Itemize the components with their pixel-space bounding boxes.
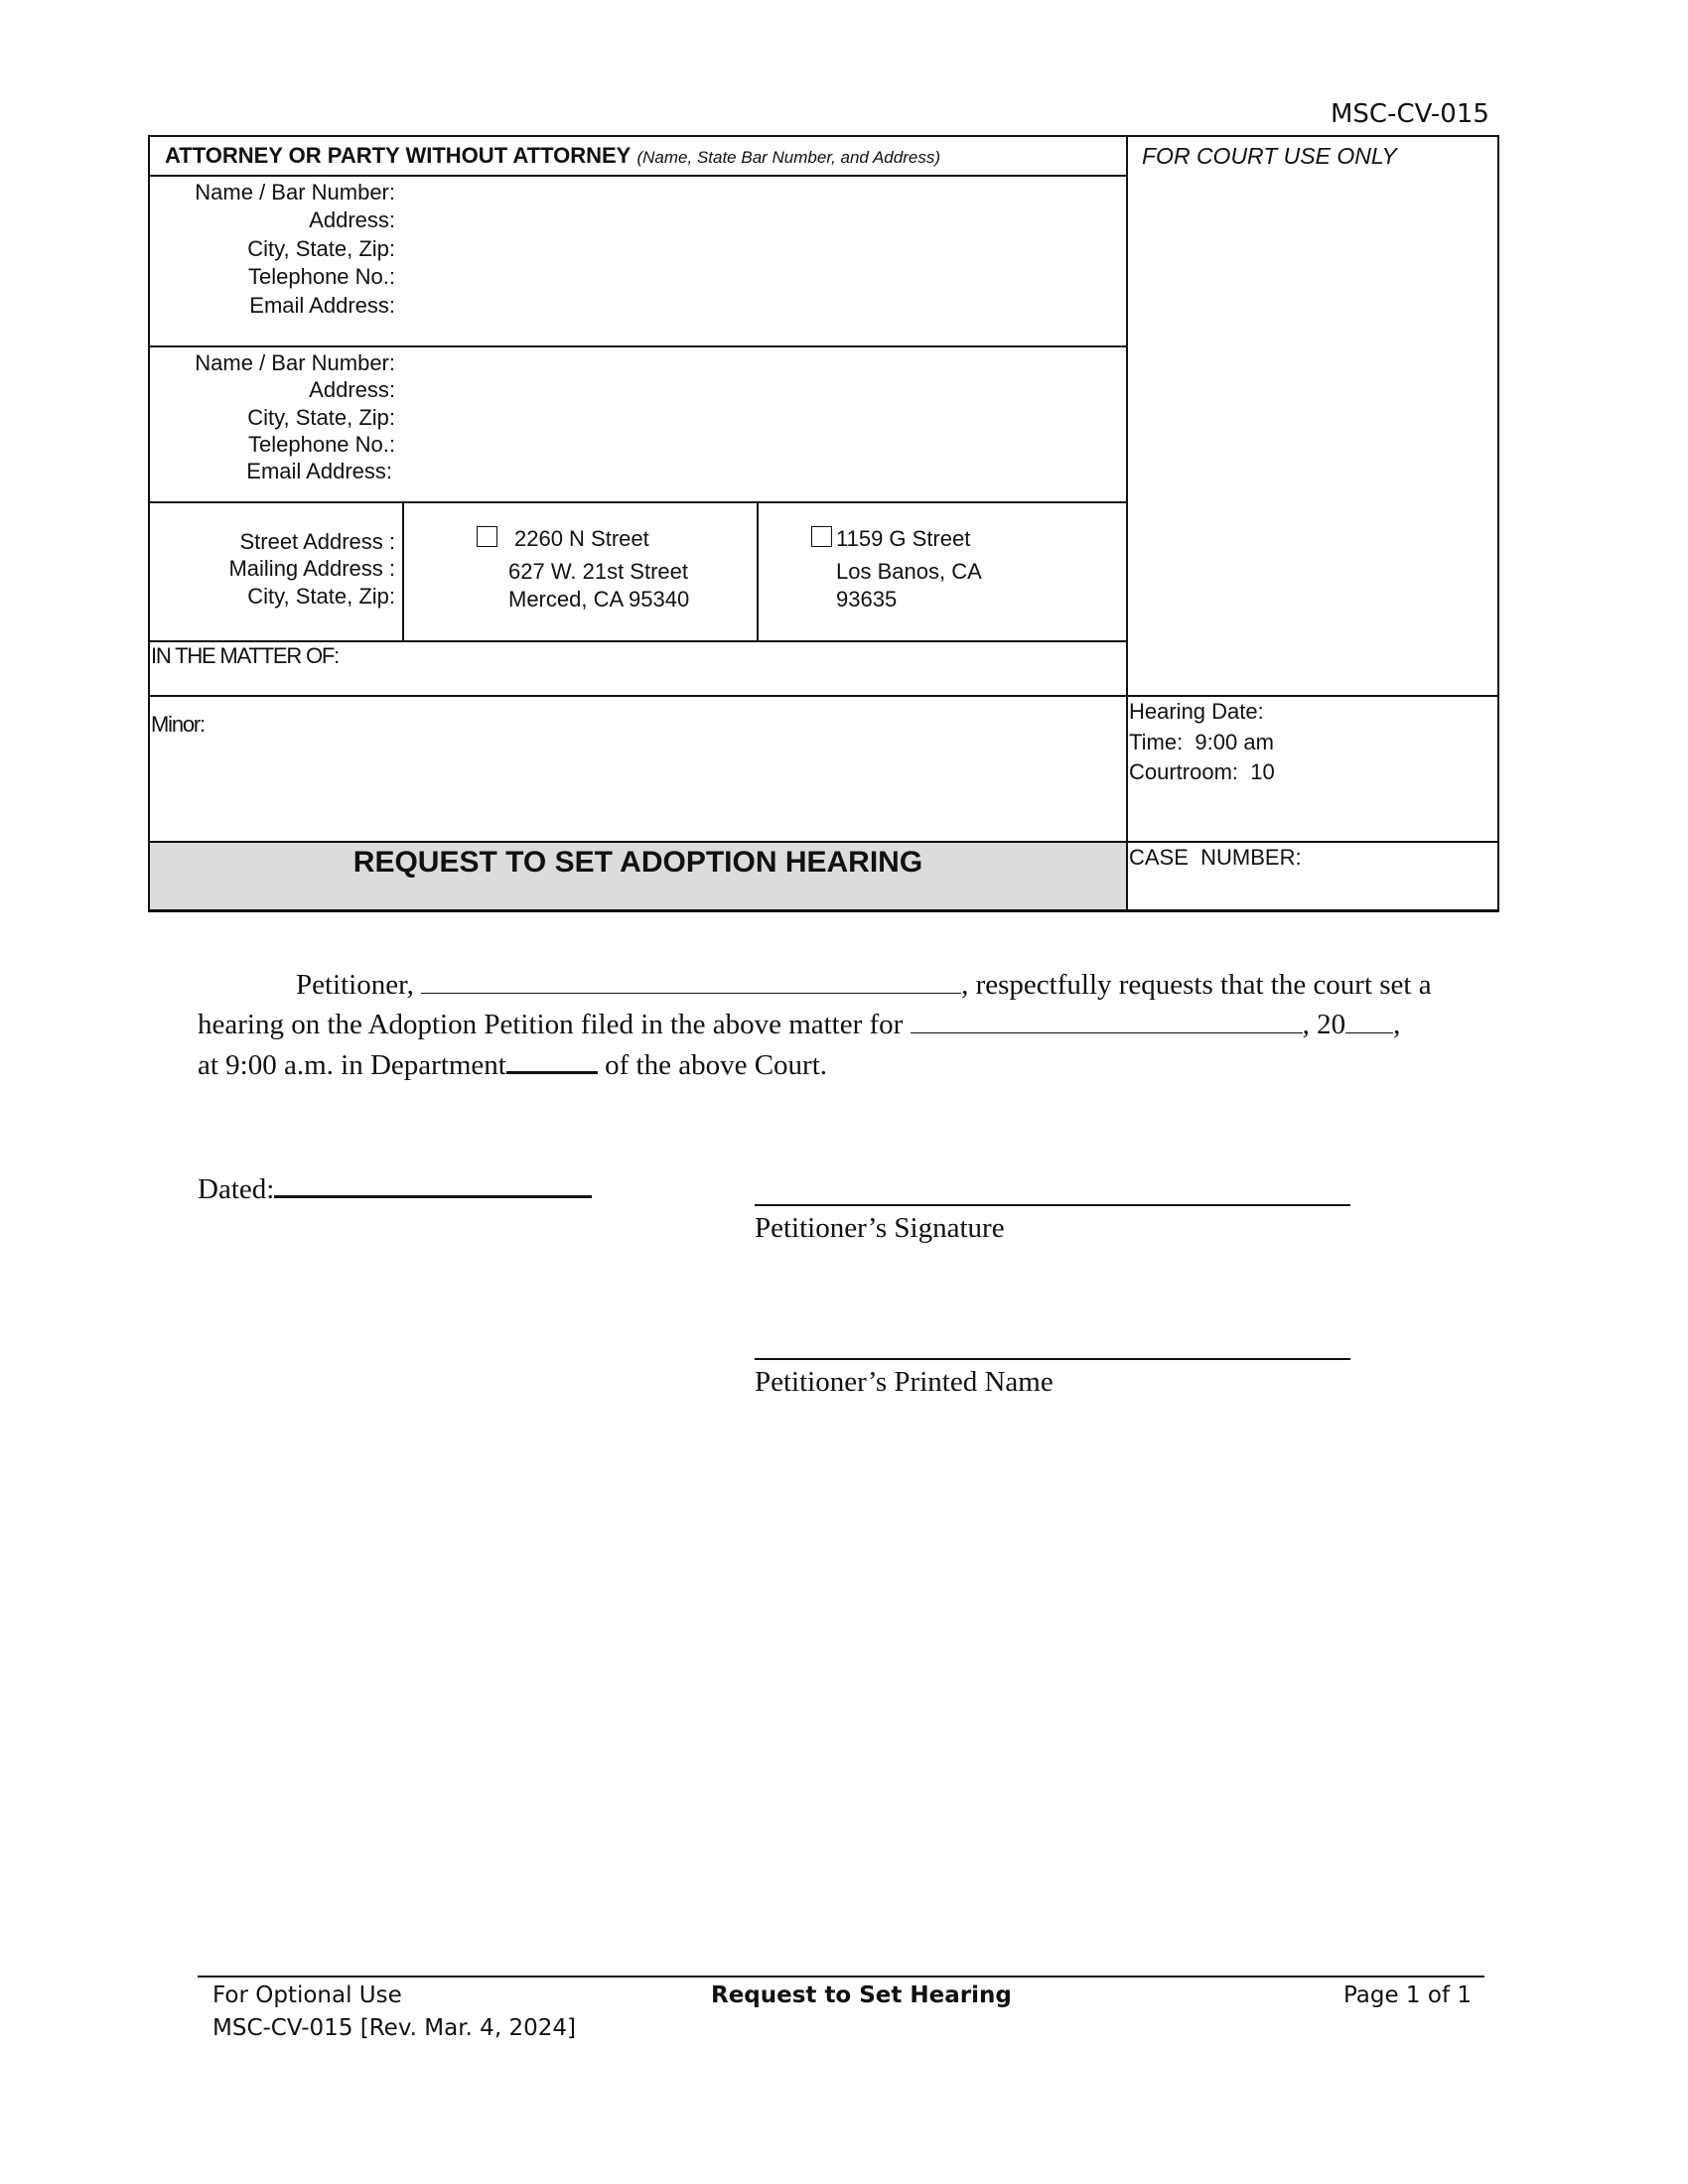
city-state-zip-label: City, State, Zip: — [247, 236, 395, 261]
petitioner-name-blank[interactable] — [421, 969, 961, 994]
request-line-1 — [296, 968, 1432, 1002]
attorney-header — [165, 142, 940, 172]
printed-name-line[interactable] — [755, 1358, 1350, 1360]
department-blank[interactable] — [506, 1047, 598, 1074]
signature-label: Petitioner’s Signature — [755, 1212, 1005, 1244]
address-label: Address: — [309, 207, 395, 232]
case-number-field[interactable] — [1129, 843, 1496, 908]
dated-row — [198, 1171, 592, 1206]
court-use-label: FOR COURT USE ONLY — [1142, 143, 1397, 169]
matter-field[interactable] — [150, 642, 1126, 694]
form-title: REQUEST TO SET ADOPTION HEARING — [352, 846, 923, 879]
attorney-subtitle: (Name, State Bar Number, and Address) — [636, 148, 940, 167]
minor-label: Minor: — [151, 712, 205, 737]
hearing-date-blank[interactable] — [911, 1009, 1303, 1033]
form-id: MSC-CV-015 — [1331, 99, 1489, 129]
hearing-info — [1129, 698, 1496, 839]
party-2-labels — [151, 349, 395, 498]
los-banos-city: 93635 — [836, 587, 898, 612]
hearing-time-label: Time: 9:00 am — [1129, 730, 1274, 754]
footer-rule — [198, 1976, 1484, 1978]
name-bar-label: Name / Bar Number: — [195, 350, 395, 375]
court-city-label: City, State, Zip: — [247, 584, 395, 609]
hearing-text: hearing on the Adoption Petition filed in the above matter for — [198, 1009, 904, 1040]
matter-label: IN THE MATTER OF: — [151, 643, 340, 668]
party-1-labels — [151, 179, 395, 338]
email-label: Email Address: — [249, 293, 395, 318]
city-state-zip-label: City, State, Zip: — [247, 405, 395, 430]
footer-revision: MSC-CV-015 [Rev. Mar. 4, 2024] — [212, 2015, 576, 2041]
name-bar-label: Name / Bar Number: — [195, 180, 395, 205]
footer-title: Request to Set Hearing — [711, 1982, 1012, 2008]
mailing-address-label: Mailing Address : — [228, 556, 395, 581]
time-text: at 9:00 a.m. in Department — [198, 1049, 506, 1081]
party-block-2[interactable] — [151, 347, 1124, 499]
telephone-label: Telephone No.: — [248, 432, 395, 457]
court-address-labels — [151, 528, 395, 617]
requests-text: , respectfully requests that the court set a — [961, 969, 1432, 1001]
telephone-label: Telephone No.: — [248, 264, 395, 289]
request-line-2 — [198, 1008, 1400, 1041]
address-label: Address: — [309, 377, 395, 402]
courtroom-label: Courtroom: 10 — [1129, 759, 1275, 784]
attorney-title: ATTORNEY OR PARTY WITHOUT ATTORNEY — [165, 143, 632, 168]
printed-name-label: Petitioner’s Printed Name — [755, 1366, 1054, 1398]
request-line-3 — [198, 1047, 827, 1082]
year-suffix: , — [1393, 1009, 1401, 1040]
los-banos-mailing: Los Banos, CA — [836, 559, 982, 584]
court-suffix: of the above Court. — [597, 1049, 827, 1081]
los-banos-location-checkbox[interactable] — [811, 526, 832, 547]
merced-location-checkbox[interactable] — [477, 526, 497, 547]
street-address-label: Street Address : — [239, 529, 395, 554]
footer-page: Page 1 of 1 — [1342, 1982, 1472, 2008]
petitioner-prefix: Petitioner, — [296, 969, 414, 1001]
merced-mailing: 627 W. 21st Street — [508, 559, 688, 584]
case-number-label: CASE NUMBER: — [1129, 845, 1302, 870]
party-block-1[interactable] — [151, 177, 1124, 343]
merced-street: 2260 N Street — [514, 526, 649, 551]
minor-field[interactable] — [150, 697, 1126, 840]
hearing-date-label: Hearing Date: — [1129, 699, 1264, 724]
hearing-year-blank[interactable] — [1345, 1009, 1393, 1033]
email-label: Email Address: — [246, 459, 392, 483]
dated-blank[interactable] — [274, 1171, 592, 1198]
los-banos-street: 1159 G Street — [836, 526, 971, 551]
year-prefix: , 20 — [1302, 1009, 1346, 1040]
merced-city: Merced, CA 95340 — [508, 587, 690, 612]
footer-optional-use: For Optional Use — [212, 1982, 402, 2008]
dated-label: Dated: — [198, 1173, 275, 1205]
signature-line[interactable] — [755, 1204, 1350, 1206]
